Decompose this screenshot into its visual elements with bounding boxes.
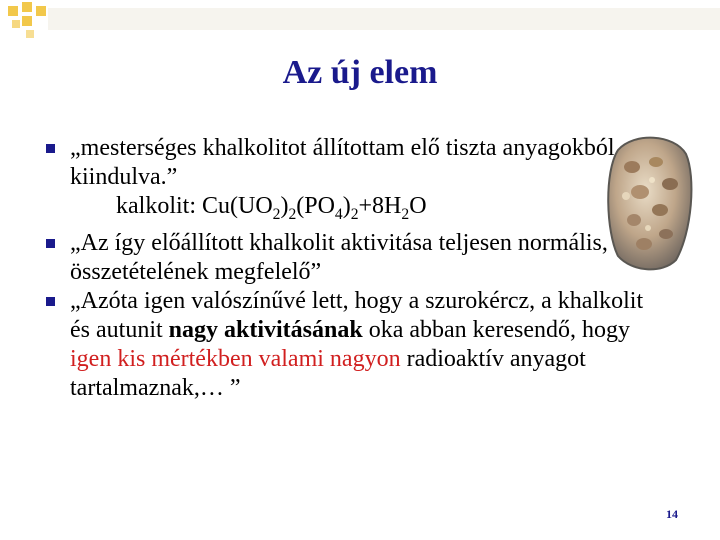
- list-item: [44, 229, 664, 287]
- bold-emphasis: nagy aktivitásának: [168, 316, 363, 343]
- bullet-list: [44, 134, 664, 403]
- header-band: [48, 8, 720, 30]
- bullet-text: „Az így előállított khalkolit aktivitása teljesen normális, összetételének megfelelő”: [70, 229, 608, 285]
- square-bullet-icon: [46, 144, 55, 153]
- red-emphasis: igen kis mértékben valami nagyon: [70, 345, 401, 372]
- chemical-formula: kalkolit: $Cu(UO_2)_2(PO_4)_2+8H_2O$: [116, 193, 427, 223]
- slide-title: Az új elem: [282, 54, 438, 91]
- square-bullet-icon: [46, 297, 55, 306]
- square-bullet-icon: [46, 239, 55, 248]
- page-number: 14: [666, 507, 678, 521]
- bullet-text: „Azóta igen valószínűvé lett, hogy a szurokércz, a khalkolit és autunit nagy aktivitásának oka abban keresendő, hogy igen kis mértékben valami nagyon radioaktív anyagot tartalmaznak,… ”: [70, 287, 644, 401]
- list-item: [44, 287, 664, 403]
- list-item: [44, 134, 664, 192]
- bullet-text: „mesterséges khalkolitot állítottam elő tiszta anyagokból kiindulva.”: [70, 135, 615, 190]
- corner-decoration: [0, 0, 80, 50]
